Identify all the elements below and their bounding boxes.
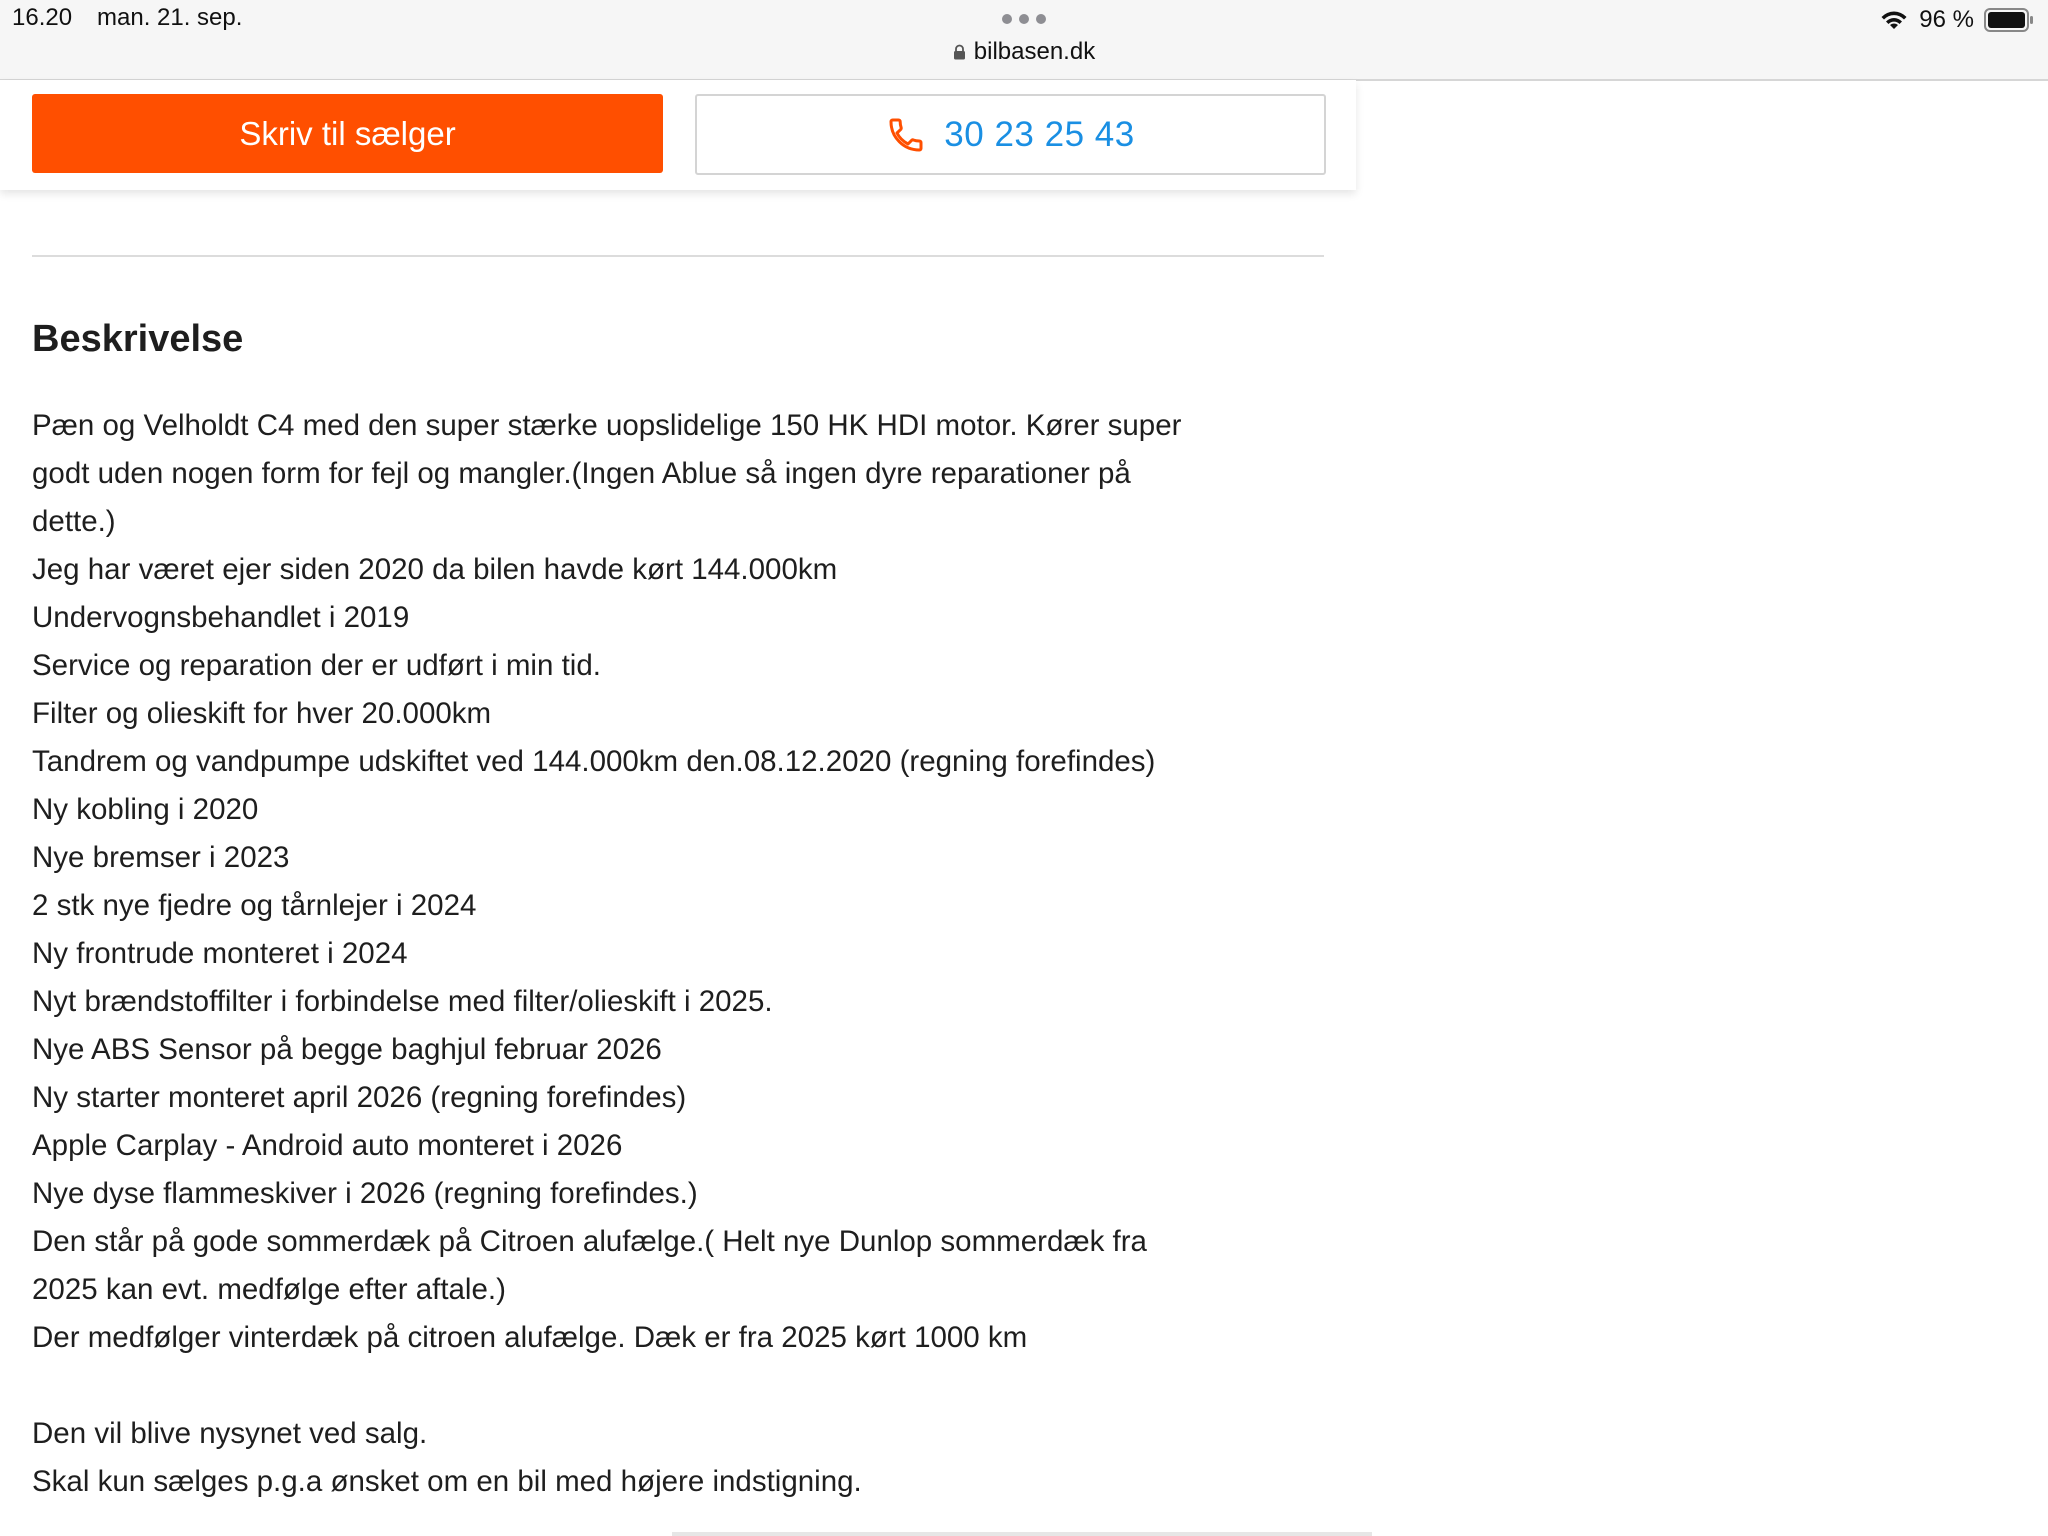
- description-line: Ny frontrude monteret i 2024: [32, 937, 408, 970]
- url-text: bilbasen.dk: [973, 38, 1096, 65]
- description-line: 2 stk nye fjedre og tårnlejer i 2024: [32, 889, 477, 922]
- battery-icon: [1984, 8, 2034, 32]
- section-divider: [32, 255, 1324, 257]
- write-to-seller-button[interactable]: [32, 94, 663, 173]
- description-line: Pæn og Velholdt C4 med den super stærke uopslidelige 150 HK HDI motor. Kører super: [32, 409, 1182, 442]
- write-to-seller-label: Skriv til sælger: [239, 114, 456, 152]
- status-date: man. 21. sep.: [97, 4, 243, 31]
- call-seller-button[interactable]: [695, 94, 1326, 175]
- description-line: Undervognsbehandlet i 2019: [32, 601, 410, 634]
- status-bar: [0, 0, 2048, 81]
- description-line: 2025 kan evt. medfølge efter aftale.): [32, 1273, 506, 1306]
- lock-icon: [953, 44, 966, 60]
- description-text: [32, 402, 1322, 1506]
- address-bar[interactable]: [0, 38, 2048, 66]
- description-line: Nyt brændstoffilter i forbindelse med filter/olieskift i 2025.: [32, 985, 773, 1018]
- wifi-icon: [1879, 9, 1909, 31]
- description-line: Apple Carplay - Android auto monteret i 2026: [32, 1129, 623, 1162]
- status-time: 16.20: [12, 4, 73, 31]
- description-line: Service og reparation der er udført i min tid.: [32, 649, 601, 682]
- description-line: Ny starter monteret april 2026 (regning forefindes): [32, 1081, 687, 1114]
- status-indicators: [1879, 6, 2034, 34]
- description-line: Den vil blive nysynet ved salg.: [32, 1417, 428, 1450]
- contact-action-bar: [0, 80, 1356, 190]
- phone-number: 30 23 25 43: [944, 114, 1135, 154]
- description-line: dette.): [32, 505, 116, 538]
- description-line: Ny kobling i 2020: [32, 793, 259, 826]
- description-line: godt uden nogen form for fejl og mangler.(Ingen Ablue så ingen dyre reparationer på: [32, 457, 1131, 490]
- description-line: Filter og olieskift for hver 20.000km: [32, 697, 492, 730]
- description-line: Skal kun sælges p.g.a ønsket om en bil med højere indstigning.: [32, 1465, 862, 1498]
- battery-percent: 96 %: [1919, 6, 1974, 33]
- bottom-edge: [672, 1532, 1372, 1536]
- description-line: Jeg har været ejer siden 2020 da bilen havde kørt 144.000km: [32, 553, 838, 586]
- description-line: Nye ABS Sensor på begge baghjul februar 2026: [32, 1033, 662, 1066]
- phone-icon: [886, 115, 926, 155]
- description-line: Nye dyse flammeskiver i 2026 (regning forefindes.): [32, 1177, 698, 1210]
- description-line: Tandrem og vandpumpe udskiftet ved 144.000km den.08.12.2020 (regning forefindes): [32, 745, 1156, 778]
- description-line: Nye bremser i 2023: [32, 841, 290, 874]
- description-line: Den står på gode sommerdæk på Citroen alufælge.( Helt nye Dunlop sommerdæk fra: [32, 1225, 1147, 1258]
- tab-menu-dots[interactable]: [1002, 14, 1046, 24]
- description-heading: Beskrivelse: [32, 318, 244, 360]
- description-line: [32, 1362, 1322, 1410]
- description-line: Der medfølger vinterdæk på citroen alufælge. Dæk er fra 2025 kørt 1000 km: [32, 1321, 1028, 1354]
